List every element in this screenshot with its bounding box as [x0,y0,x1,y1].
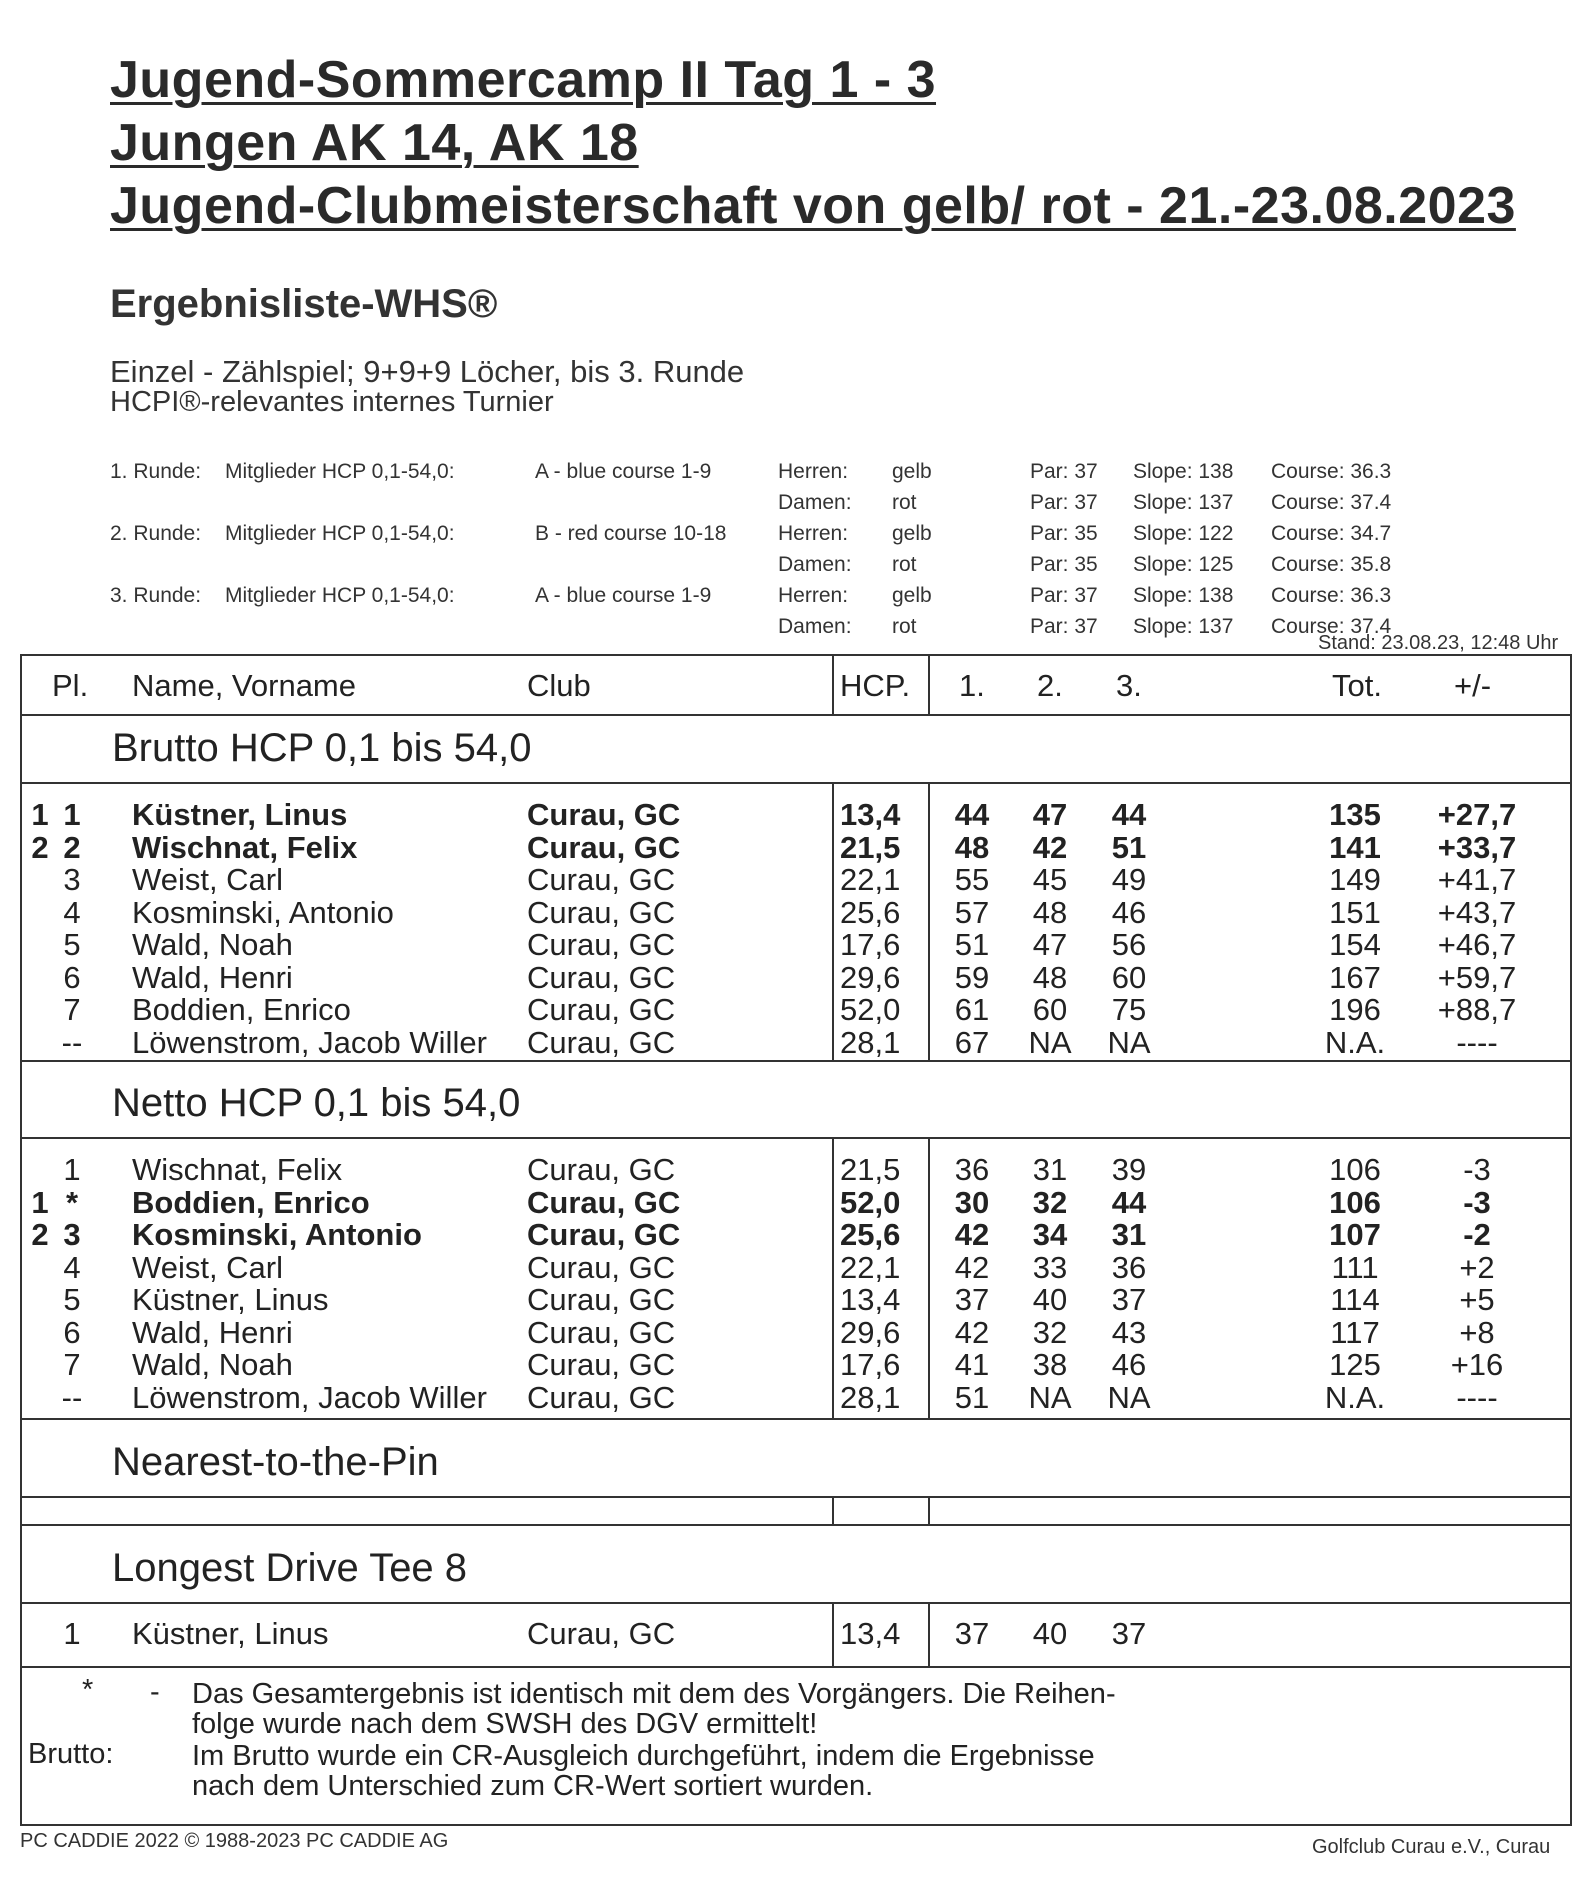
round-3-score: NA [1107,1379,1151,1415]
club: Curau, GC [527,1024,676,1060]
list-subtitle: Ergebnisliste-WHS® [110,282,498,326]
player-name: Löwenstrom, Jacob Willer [132,1379,487,1415]
diff-score: +8 [1459,1314,1495,1350]
round-3-score: 56 [1111,927,1147,962]
club: Curau, GC [527,1347,676,1382]
col-sep-hcp-left-longest [832,1602,834,1666]
place: 5 [63,1282,81,1317]
round-1-score: 42 [954,1217,990,1252]
round-1-score: 30 [954,1184,990,1220]
rule-header [22,714,1570,716]
round-2-score: 38 [1032,1347,1068,1382]
hcp: 52,0 [840,992,901,1027]
player-name: Wald, Henri [132,1314,293,1350]
round-2-score: 48 [1032,959,1068,995]
diff-score: +88,7 [1437,992,1517,1027]
round-1-score: 37 [954,1616,990,1651]
total-score: N.A. [1324,1024,1386,1060]
tee-par: Par: 37 [1030,491,1098,514]
club: Curau, GC [527,992,676,1027]
place: 6 [63,1314,81,1350]
footnote-2-line-2: nach dem Unterschied zum CR-Wert sortiert wurden. [192,1770,874,1802]
round-2-score: 40 [1032,1282,1068,1317]
section-title-brutto: Brutto HCP 0,1 bis 54,0 [112,726,532,770]
col-sep-hcp-right-nearest [928,1496,930,1524]
total-score: 135 [1329,797,1381,832]
place: 1 [63,1616,81,1651]
player-name: Wald, Noah [132,927,293,962]
tee-gender: Damen: [778,553,852,576]
round-3-score: 39 [1111,1152,1147,1187]
hcp: 13,4 [840,797,901,832]
round-3-score: 51 [1111,829,1147,865]
hcp: 17,6 [840,1347,901,1382]
place: 1 [63,1152,81,1187]
footer-software: PC CADDIE 2022 © 1988-2023 PC CADDIE AG [20,1830,449,1852]
diff-score: -3 [1463,1184,1491,1220]
place: 7 [63,992,81,1027]
hcp: 22,1 [840,1249,901,1285]
tee-slope: Slope: 137 [1133,491,1234,514]
round-1-score: 48 [954,829,990,865]
tee-color: gelb [892,460,932,483]
club: Curau, GC [527,894,676,930]
stand-timestamp: Stand: 23.08.23, 12:48 Uhr [1318,632,1559,654]
club: Curau, GC [527,1616,676,1651]
tee-gender: Herren: [778,460,849,483]
footer-club: Golfclub Curau e.V., Curau [1312,1836,1551,1858]
round-2-score: 48 [1032,894,1068,930]
format-description: Einzel - Zählspiel; 9+9+9 Löcher, bis 3. Runde [110,354,745,389]
rule-nearest-end [22,1524,1570,1526]
col-header-round-1: 1. [959,668,985,703]
tee-course-rating: Course: 36.3 [1271,584,1392,607]
tee-par: Par: 35 [1030,522,1098,545]
place: 2 [63,829,81,865]
results-table [20,654,1572,1826]
hcp: 13,4 [840,1616,901,1651]
title-line-1: Jugend-Sommercamp II Tag 1 - 3 [110,51,937,109]
round-1-score: 37 [954,1282,990,1317]
diff-score: +59,7 [1437,959,1517,995]
round-3-score: 37 [1111,1616,1147,1651]
tee-gender: Herren: [778,522,849,545]
total-score: 107 [1329,1217,1381,1252]
diff-score: +46,7 [1437,927,1517,962]
col-header-diff: +/- [1454,668,1492,703]
diff-score: +41,7 [1437,862,1517,897]
player-name: Wischnat, Felix [132,1152,343,1187]
round-1-score: 61 [954,992,990,1027]
footnote-2-line-1: Im Brutto wurde ein CR-Ausgleich durchgeführt, indem die Ergebnisse [192,1740,1095,1772]
round-2-score: 40 [1032,1616,1068,1651]
col-header-round-3: 3. [1116,668,1142,703]
diff-score: +2 [1459,1249,1495,1285]
col-sep-hcp-left-nearest [832,1496,834,1524]
total-score: N.A. [1324,1379,1386,1415]
tee-color: gelb [892,584,932,607]
col-header-name: Name, Vorname [132,668,356,703]
round-3-score: 49 [1111,862,1147,897]
diff-score: -3 [1463,1152,1491,1187]
tee-color: rot [892,615,917,638]
round-3-score: 46 [1111,1347,1147,1382]
tee-slope: Slope: 125 [1133,553,1234,576]
hcp: 25,6 [840,1217,901,1252]
tee-course-rating: Course: 34.7 [1271,522,1392,545]
col-sep-hcp-right-header [928,656,930,714]
round-1-score: 42 [954,1314,990,1350]
place: 1 [63,797,81,832]
club: Curau, GC [527,1249,676,1285]
footnote-brutto-label: Brutto: [28,1738,114,1770]
tee-gender: Herren: [778,584,849,607]
player-name: Kosminski, Antonio [132,1217,422,1252]
club: Curau, GC [527,1217,681,1252]
round-1-score: 57 [954,894,990,930]
round-1-score: 51 [954,1379,990,1415]
col-sep-hcp-left-netto [832,1137,834,1418]
round-1-score: 51 [954,927,990,962]
tee-color: rot [892,491,917,514]
tee-slope: Slope: 122 [1133,522,1234,545]
hcp: 29,6 [840,959,901,995]
rule-netto-top [22,1137,1570,1139]
rule-nearest-top [22,1496,1570,1498]
total-score: 196 [1329,992,1381,1027]
round-2-score: NA [1028,1379,1072,1415]
player-name: Löwenstrom, Jacob Willer [132,1024,487,1060]
club: Curau, GC [527,1379,676,1415]
tee-par: Par: 37 [1030,460,1098,483]
diff-score: +16 [1450,1347,1504,1382]
round-members: Mitglieder HCP 0,1-54,0: [225,460,455,483]
club: Curau, GC [527,829,681,865]
round-2-score: 34 [1032,1217,1068,1252]
diff-score: -2 [1463,1217,1491,1252]
section-title-nearest: Nearest-to-the-Pin [112,1440,439,1484]
place: 4 [63,1249,81,1285]
player-name: Wald, Henri [132,959,293,995]
col-sep-hcp-right-longest [928,1602,930,1666]
title-line-3: Jugend-Clubmeisterschaft von gelb/ rot - 21.-23.08.2023 [110,177,1516,235]
round-course: A - blue course 1-9 [535,460,712,483]
player-name: Weist, Carl [132,1249,284,1285]
round-3-score: 43 [1111,1314,1147,1350]
tee-course-rating: Course: 35.8 [1271,553,1392,576]
hcp: 52,0 [840,1184,901,1220]
round-3-score: 31 [1111,1217,1147,1252]
prize-rank: 1 [31,797,49,832]
tee-color: gelb [892,522,932,545]
place: 3 [63,862,81,897]
club: Curau, GC [527,797,681,832]
round-2-score: 60 [1032,992,1068,1027]
total-score: 106 [1329,1184,1381,1220]
total-score: 141 [1329,829,1381,865]
round-1-score: 59 [954,959,990,995]
player-name: Wischnat, Felix [132,829,358,865]
round-2-score: 32 [1032,1314,1068,1350]
round-1-score: 67 [954,1024,990,1060]
footnote-1-line-1: Das Gesamtergebnis ist identisch mit dem des Vorgängers. Die Reihen- [192,1678,1116,1710]
prize-rank: 1 [31,1184,49,1220]
club: Curau, GC [527,1184,681,1220]
round-2-score: 31 [1032,1152,1068,1187]
rule-longest-end [22,1666,1570,1668]
footnote-star: * [82,1674,94,1706]
round-3-score: 44 [1111,1184,1147,1220]
diff-score: ---- [1456,1024,1498,1060]
club: Curau, GC [527,959,676,995]
place: 4 [63,894,81,930]
total-score: 151 [1329,894,1381,930]
club: Curau, GC [527,1152,676,1187]
total-score: 125 [1329,1347,1381,1382]
round-2-score: 47 [1032,927,1068,962]
hcpi-description: HCPI®-relevantes internes Turnier [110,386,554,418]
player-name: Küstner, Linus [132,1616,329,1651]
player-name: Weist, Carl [132,862,284,897]
tee-course-rating: Course: 36.3 [1271,460,1392,483]
round-1-score: 36 [954,1152,990,1187]
round-1-score: 55 [954,862,990,897]
round-3-score: NA [1107,1024,1151,1060]
round-1-score: 41 [954,1347,990,1382]
round-3-score: 36 [1111,1249,1147,1285]
round-2-score: 45 [1032,862,1068,897]
round-course: A - blue course 1-9 [535,584,712,607]
player-name: Wald, Noah [132,1347,293,1382]
round-label: 2. Runde: [110,522,202,545]
footnote-dash: - [150,1676,160,1708]
diff-score: ---- [1456,1379,1498,1415]
tee-par: Par: 35 [1030,553,1098,576]
hcp: 21,5 [840,829,901,865]
round-1-score: 44 [954,797,990,832]
section-title-longest: Longest Drive Tee 8 [112,1546,468,1590]
hcp: 29,6 [840,1314,901,1350]
hcp: 17,6 [840,927,901,962]
col-header-hcp: HCP. [840,668,911,703]
diff-score: +5 [1459,1282,1495,1317]
tee-slope: Slope: 138 [1133,584,1234,607]
col-sep-hcp-left-header [832,656,834,714]
round-3-score: 60 [1111,959,1147,995]
hcp: 28,1 [840,1379,901,1415]
col-sep-hcp-right-netto [928,1137,930,1418]
hcp: 22,1 [840,862,901,897]
place: 5 [63,927,81,962]
rule-brutto-top [22,782,1570,784]
prize-rank: 2 [31,1217,49,1252]
rule-netto-end [22,1418,1570,1420]
club: Curau, GC [527,862,676,897]
section-title-netto: Netto HCP 0,1 bis 54,0 [112,1081,521,1125]
club: Curau, GC [527,1314,676,1350]
diff-score: +33,7 [1437,829,1517,865]
round-3-score: 44 [1111,797,1147,832]
col-header-total: Tot. [1332,668,1382,703]
total-score: 114 [1330,1282,1380,1317]
tee-gender: Damen: [778,615,852,638]
round-2-score: 47 [1032,797,1068,832]
tee-color: rot [892,553,917,576]
total-score: 167 [1329,959,1381,995]
tee-gender: Damen: [778,491,852,514]
prize-rank: 2 [31,829,49,865]
tee-par: Par: 37 [1030,615,1098,638]
round-2-score: NA [1028,1024,1072,1060]
player-name: Kosminski, Antonio [132,894,394,930]
tee-course-rating: Course: 37.4 [1271,491,1392,514]
round-2-score: 42 [1032,829,1068,865]
col-header-place: Pl. [52,668,89,703]
round-2-score: 32 [1032,1184,1068,1220]
place: -- [61,1024,83,1060]
round-members: Mitglieder HCP 0,1-54,0: [225,584,455,607]
club: Curau, GC [527,927,676,962]
col-header-round-2: 2. [1037,668,1063,703]
total-score: 111 [1331,1249,1379,1285]
player-name: Boddien, Enrico [132,992,351,1027]
player-name: Küstner, Linus [132,1282,329,1317]
place: 6 [63,959,81,995]
diff-score: +27,7 [1437,797,1517,832]
player-name: Boddien, Enrico [132,1184,370,1220]
col-header-club: Club [527,668,591,703]
round-members: Mitglieder HCP 0,1-54,0: [225,522,455,545]
total-score: 154 [1329,927,1381,962]
tee-par: Par: 37 [1030,584,1098,607]
round-label: 1. Runde: [110,460,202,483]
hcp: 28,1 [840,1024,901,1060]
round-3-score: 75 [1111,992,1147,1027]
tee-course-rating: Course: 37.4 [1271,615,1392,638]
place: 3 [63,1217,81,1252]
round-label: 3. Runde: [110,584,202,607]
col-sep-hcp-right-brutto [928,782,930,1060]
player-name: Küstner, Linus [132,797,348,832]
col-sep-hcp-left-brutto [832,782,834,1060]
hcp: 21,5 [840,1152,901,1187]
diff-score: +43,7 [1437,894,1517,930]
club: Curau, GC [527,1282,676,1317]
total-score: 117 [1330,1314,1380,1350]
rule-longest-top [22,1602,1570,1604]
hcp: 13,4 [840,1282,901,1317]
hcp: 25,6 [840,894,901,930]
round-3-score: 46 [1111,894,1147,930]
place: 7 [63,1347,81,1382]
round-course: B - red course 10-18 [535,522,727,545]
round-2-score: 33 [1032,1249,1068,1285]
tee-slope: Slope: 138 [1133,460,1234,483]
tee-slope: Slope: 137 [1133,615,1234,638]
footnote-1-line-2: folge wurde nach dem SWSH des DGV ermittelt! [192,1708,818,1740]
round-1-score: 42 [954,1249,990,1285]
place: -- [61,1379,83,1415]
place: * [65,1184,79,1220]
round-3-score: 37 [1111,1282,1147,1317]
total-score: 149 [1329,862,1381,897]
title-line-2: Jungen AK 14, AK 18 [110,114,639,172]
total-score: 106 [1329,1152,1381,1187]
